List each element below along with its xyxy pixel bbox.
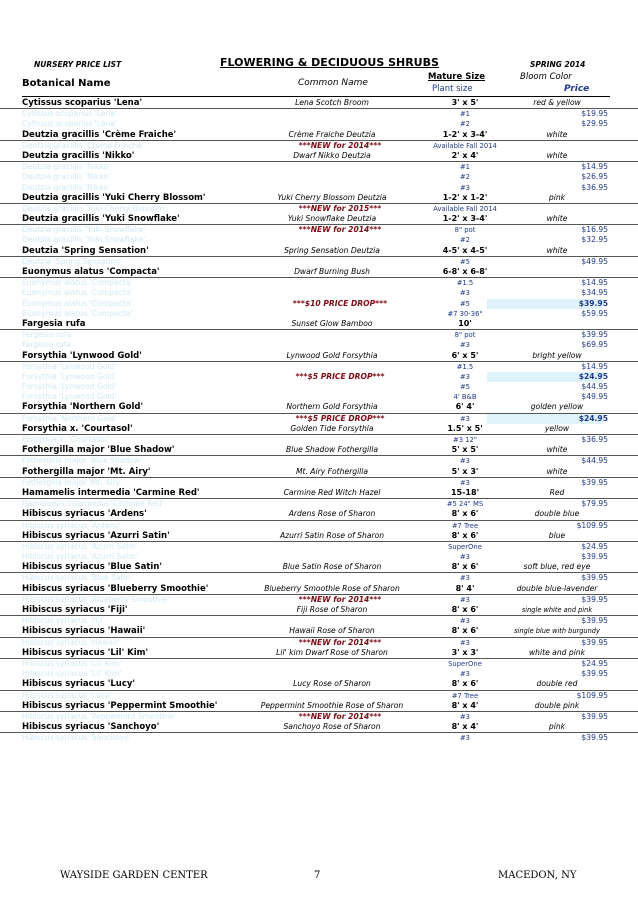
size-row: Fothergilla major 'Mt. Airy' #3 $39.95 bbox=[22, 477, 608, 487]
botanical-name: Deutzia gracillis 'Yuki Cherry Blossom' bbox=[22, 192, 206, 203]
col-mature-header: Mature Size bbox=[428, 72, 485, 82]
botanical-name: Fothergilla major 'Blue Shadow' bbox=[22, 456, 143, 466]
botanical-name: Forsythia 'Lynwood Gold' bbox=[22, 382, 117, 392]
price: $49.95 bbox=[581, 392, 608, 402]
price: $79.95 bbox=[581, 499, 608, 509]
size-row: Euonymus alatus 'Compacta' #3 $34.95 bbox=[22, 288, 608, 298]
botanical-name: Hibiscus syriacus 'Lil' Kim' bbox=[22, 669, 122, 679]
col-bloom-header: Bloom Color bbox=[520, 72, 572, 82]
plant-row: Fothergilla major 'Mt. Airy' Mt. Airy Fothergilla 5' x 3' white bbox=[0, 467, 638, 478]
size-row: Deutzia gracillis 'Crème Fraiche' ***NEW for 2014*** Available Fall 2014 bbox=[22, 140, 497, 150]
botanical-name: Fothergilla major 'Blue Shadow' bbox=[22, 445, 175, 456]
plant-row: Hibiscus syriacus 'Blueberry Smoothie' Blueberry Smoothie Rose of Sharon 8' 4' double blue-lavender bbox=[0, 584, 638, 595]
size-row: Hibiscus syriacus 'Azurri Satin' SuperOne $24.95 bbox=[22, 541, 608, 551]
price: $69.95 bbox=[581, 340, 608, 350]
botanical-name: Fothergilla major 'Mt. Airy' bbox=[22, 466, 151, 477]
size-row: Hibiscus syriacus 'Peppermint Smoothie' ***NEW for 2014*** #3 $39.95 bbox=[22, 711, 608, 721]
size-row: Euonymus alatus 'Compacta' #1.5 $14.95 bbox=[22, 278, 608, 288]
plant-row: Hibiscus syriacus 'Sanchoyo' Sanchoyo Rose of Sharon 8' x 4' pink bbox=[0, 722, 638, 733]
plant-row: Hibiscus syriacus 'Hawaii' Hawaii Rose of Sharon 8' x 6' single blue with burgundy bbox=[0, 626, 638, 637]
plant-row: Fothergilla major 'Blue Shadow' Blue Shadow Fothergilla 5' x 5' white bbox=[0, 445, 638, 456]
size-row: Hibiscus syriacus 'Hawaii' ***NEW for 2014*** #3 $39.95 bbox=[22, 637, 608, 647]
plant-row: Fargesia rufa Sunset Glow Bamboo 10' bbox=[0, 319, 638, 330]
price: $39.95 bbox=[581, 594, 608, 604]
price: $39.95 bbox=[581, 616, 608, 626]
price: $26.95 bbox=[581, 172, 608, 182]
size-row: Hibiscus syriacus 'Sanchoyo' #3 $39.95 bbox=[22, 733, 608, 743]
botanical-name: Hibiscus syriacus 'Hawaii' bbox=[22, 637, 120, 647]
botanical-name: Deutzia gracillis 'Yuki Snowflake' bbox=[22, 235, 146, 245]
botanical-name: Hibiscus syriacus 'Lucy' bbox=[22, 679, 135, 690]
botanical-name: Forsythia 'Northern Gold' bbox=[22, 413, 118, 423]
plant-row: Forsythia 'Northern Gold' Northern Gold Forsythia 6' 4' golden yellow bbox=[0, 402, 638, 413]
price: $39.95 bbox=[581, 733, 608, 743]
footer-page-number: 7 bbox=[314, 870, 321, 881]
price: $24.95 bbox=[578, 413, 608, 423]
botanical-name: Hamamelis intermedia 'Carmine Red' bbox=[22, 487, 200, 498]
price: $49.95 bbox=[581, 256, 608, 266]
botanical-name: Hibiscus syriacus 'Sanchoyo' bbox=[22, 722, 160, 733]
plant-row: Hibiscus syriacus 'Lil' Kim' Lil' kim Dwarf Rose of Sharon 3' x 3' white and pink bbox=[0, 648, 638, 659]
price: $14.95 bbox=[581, 162, 608, 172]
plant-row: Forsythia x. 'Courtasol' Golden Tide Forsythia 1.5' x 5' yellow bbox=[0, 424, 638, 435]
price: $19.95 bbox=[581, 109, 608, 119]
botanical-name: Cytissus scoparius 'Lena' bbox=[22, 109, 118, 119]
botanical-name: Hibiscus syriacus 'Blueberry Smoothie' bbox=[22, 583, 209, 594]
price: $39.95 bbox=[581, 711, 608, 721]
botanical-name: Cytissus scoparius 'Lena' bbox=[22, 98, 143, 108]
size-row: Hibiscus syriacus 'Fiji' #3 $39.95 bbox=[22, 616, 608, 626]
price: $39.95 bbox=[581, 477, 608, 487]
botanical-name: Forsythia 'Northern Gold' bbox=[22, 402, 144, 413]
plant-row: Hamamelis intermedia 'Carmine Red' Carmine Red Witch Hazel 15-18' Red bbox=[0, 488, 638, 499]
botanical-name: Fothergilla major 'Mt. Airy' bbox=[22, 477, 123, 487]
botanical-name: Hibiscus syriacus 'Azurri Satin' bbox=[22, 552, 138, 562]
plant-row: Hibiscus syriacus 'Ardens' Ardens Rose of Sharon 8' x 6' double blue bbox=[0, 509, 638, 520]
botanical-name: Forsythia x. 'Courtasol' bbox=[22, 435, 110, 444]
size-row: Hibiscus syriacus 'Lil' Kim' #3 $39.95 bbox=[22, 669, 608, 679]
plant-row: Hibiscus syriacus 'Azurri Satin' Azurri Satin Rose of Sharon 8' x 6' blue bbox=[0, 531, 638, 542]
page-header bbox=[0, 56, 638, 96]
botanical-name: Deutzia 'Spring Sensation' bbox=[22, 245, 149, 256]
botanical-name: Euonymus alatus 'Compacta' bbox=[22, 278, 133, 288]
price: $39.95 bbox=[581, 552, 608, 562]
price: $14.95 bbox=[581, 361, 608, 371]
price: $59.95 bbox=[581, 308, 608, 318]
plant-row: Hibiscus syriacus 'Fiji' Fiji Rose of Sharon 8' x 6' single white and pink bbox=[0, 605, 638, 616]
botanical-name: Hibiscus syriacus 'Fiji' bbox=[22, 605, 128, 615]
botanical-name: Forsythia 'Lynwood Gold' bbox=[22, 361, 117, 371]
plant-row: Deutzia gracillis 'Yuki Snowflake' Yuki Snowflake Deutzia 1-2' x 3-4' white bbox=[0, 214, 638, 225]
botanical-name: Fargesia rufa bbox=[22, 318, 86, 329]
botanical-name: Fargesia rufa bbox=[22, 330, 72, 340]
plant-row: Deutzia gracillis 'Yuki Cherry Blossom' Yuki Cherry Blossom Deutzia 1-2' x 1-2' pink bbox=[0, 193, 638, 204]
botanical-name: Hibiscus syriacus 'Azurri Satin' bbox=[22, 530, 170, 541]
botanical-name: Hibiscus syriacus 'Peppermint Smoothie' bbox=[22, 711, 177, 721]
size-row: Cytissus scoparius 'Lena' #2 $29.95 bbox=[22, 119, 608, 129]
price: $24.95 bbox=[581, 541, 608, 551]
size-row: Deutzia gracillis 'Yuki Snowflake' ***NEW for 2014*** 8" pot $16.95 bbox=[22, 225, 608, 235]
botanical-name: Deutzia gracillis 'Yuki Cherry Blossom' bbox=[22, 203, 167, 213]
price: $44.95 bbox=[581, 382, 608, 392]
botanical-name: Hibiscus syriacus 'Ardens' bbox=[22, 509, 147, 520]
size-row: Euonymus alatus 'Compacta' #7 30-36" $59.95 bbox=[22, 308, 608, 318]
price: $34.95 bbox=[581, 288, 608, 298]
price: $36.95 bbox=[581, 435, 608, 444]
botanical-name: Deutzia gracillis 'Nikko' bbox=[22, 162, 111, 172]
price: $16.95 bbox=[581, 225, 608, 235]
plant-row: Hibiscus syriacus 'Peppermint Smoothie' Peppermint Smoothie Rose of Sharon 8' x 4' double pink bbox=[0, 701, 638, 712]
plant-row: Deutzia 'Spring Sensation' Spring Sensation Deutzia 4-5' x 4-5' white bbox=[0, 246, 638, 257]
botanical-name: Hibiscus syriacus 'Peppermint Smoothie' bbox=[22, 700, 218, 711]
size-row: Fothergilla major 'Blue Shadow' #3 $44.95 bbox=[22, 456, 608, 466]
botanical-name: Forsythia 'Lynwood Gold' bbox=[22, 350, 142, 361]
plant-row: Euonymus alatus 'Compacta' Dwarf Burning Bush 6-8' x 6-8' bbox=[0, 267, 638, 278]
size-row: Deutzia gracillis 'Yuki Snowflake' #2 $32.95 bbox=[22, 235, 608, 245]
footer-company: WAYSIDE GARDEN CENTER bbox=[60, 870, 208, 881]
botanical-name: Euonymus alatus 'Compacta' bbox=[22, 298, 133, 308]
size-row: Forsythia 'Lynwood Gold' #5 $44.95 bbox=[22, 382, 608, 392]
botanical-name: Deutzia gracillis 'Nikko' bbox=[22, 150, 135, 161]
botanical-name: Hibiscus syriacus 'Blue Satin' bbox=[22, 573, 133, 583]
size-row: Forsythia 'Lynwood Gold' #1.5 $14.95 bbox=[22, 361, 608, 371]
price: $29.95 bbox=[581, 119, 608, 129]
size-row: Forsythia 'Northern Gold' ***$5 PRICE DROP*** #3 $24.95 bbox=[22, 413, 608, 423]
price: $39.95 bbox=[581, 637, 608, 647]
plant-row: Deutzia gracillis 'Nikko' Dwarf Nikko Deutzia 2' x 4' white bbox=[0, 151, 638, 162]
botanical-name: Deutzia gracillis 'Crème Fraiche' bbox=[22, 140, 144, 150]
header-left: NURSERY PRICE LIST bbox=[34, 60, 122, 69]
botanical-name: Hibiscus syriacus 'Azurri Satin' bbox=[22, 541, 138, 551]
botanical-name: Deutzia gracillis 'Yuki Snowflake' bbox=[22, 225, 146, 235]
botanical-name: Deutzia gracillis 'Nikko' bbox=[22, 182, 111, 192]
size-row: Euonymus alatus 'Compacta' ***$10 PRICE DROP*** #5 $39.95 bbox=[22, 298, 608, 308]
botanical-name: Deutzia gracillis 'Crème Fraiche' bbox=[22, 129, 177, 140]
botanical-name: Hibiscus syriacus 'Blueberry Smoothie' bbox=[22, 594, 170, 604]
footer-location: MACEDON, NY bbox=[498, 870, 577, 881]
price: $44.95 bbox=[581, 456, 608, 466]
col-botanical-header: Botanical Name bbox=[22, 78, 111, 89]
size-row: Forsythia x. 'Courtasol' #3 12" $36.95 bbox=[22, 435, 608, 444]
botanical-name: Forsythia x. 'Courtasol' bbox=[22, 423, 133, 434]
botanical-name: Forsythia 'Lynwood Gold' bbox=[22, 371, 117, 381]
page-title: FLOWERING & DECIDUOUS SHRUBS bbox=[220, 56, 439, 69]
botanical-name: Euonymus alatus 'Compacta' bbox=[22, 288, 133, 298]
botanical-name: Fargesia rufa bbox=[22, 340, 72, 350]
botanical-name: Deutzia gracillis 'Nikko' bbox=[22, 172, 111, 182]
price: $109.95 bbox=[576, 520, 608, 530]
botanical-name: Hibiscus syriacus 'Hawaii' bbox=[22, 626, 146, 637]
size-row: Deutzia 'Spring Sensation' #5 $49.95 bbox=[22, 256, 608, 266]
plant-row: Forsythia 'Lynwood Gold' Lynwood Gold Forsythia 6' x 5' bright yellow bbox=[0, 351, 638, 362]
size-row: Fargesia rufa 8" pot $39.95 bbox=[22, 330, 608, 340]
size-row: Hibiscus syriacus 'Blue Satin' #3 $39.95 bbox=[22, 573, 608, 583]
size-row: Deutzia gracillis 'Nikko' #3 $36.95 bbox=[22, 182, 608, 192]
size-row: Cytissus scoparius 'Lena' #1 $19.95 bbox=[22, 109, 608, 119]
size-row: Hibiscus syriacus 'Blueberry Smoothie' ***NEW for 2014*** #3 $39.95 bbox=[22, 594, 608, 604]
botanical-name: Cytissus scoparius 'Lena' bbox=[22, 119, 118, 129]
botanical-name: Forsythia 'Lynwood Gold' bbox=[22, 392, 117, 402]
price: $14.95 bbox=[581, 278, 608, 288]
botanical-name: Hibiscus syriacus 'Lil' Kim' bbox=[22, 647, 149, 658]
botanical-name: Euonymus alatus 'Compacta' bbox=[22, 308, 133, 318]
botanical-name: Hibiscus syriacus 'Sanchoyo' bbox=[22, 733, 131, 743]
botanical-name: Hibiscus syriacus 'Lucy' bbox=[22, 690, 112, 700]
size-row: Forsythia 'Lynwood Gold' 4' B&B $49.95 bbox=[22, 392, 608, 402]
botanical-name: Deutzia gracillis 'Yuki Snowflake' bbox=[22, 214, 180, 225]
plant-row: Cytissus scoparius 'Lena' Lena Scotch Broom 3' x 5' red & yellow bbox=[0, 98, 638, 109]
size-row: Hamamelis intermedia 'Carmine Red' #5 24" MS $79.95 bbox=[22, 499, 608, 509]
botanical-name: Euonymus alatus 'Compacta' bbox=[22, 267, 160, 277]
size-row: Fargesia rufa #3 $69.95 bbox=[22, 340, 608, 350]
header-right: SPRING 2014 bbox=[530, 60, 586, 69]
price: $39.95 bbox=[581, 669, 608, 679]
plant-row: Hibiscus syriacus 'Lucy' Lucy Rose of Sharon 8' x 6' double red bbox=[0, 679, 638, 690]
col-common-header: Common Name bbox=[298, 78, 368, 88]
price: $24.95 bbox=[578, 371, 608, 381]
botanical-name: Hibiscus syriacus 'Ardens' bbox=[22, 520, 121, 530]
size-row: Deutzia gracillis 'Nikko' #2 $26.95 bbox=[22, 172, 608, 182]
col-price-header: Price bbox=[564, 84, 590, 94]
price-list bbox=[0, 98, 638, 743]
size-row: Hibiscus syriacus 'Lil' Kim' SuperOne $24.95 bbox=[22, 658, 608, 668]
size-row: Hibiscus syriacus 'Azurri Satin' #3 $39.95 bbox=[22, 552, 608, 562]
price: $39.95 bbox=[578, 298, 608, 308]
header-divider bbox=[22, 96, 610, 97]
botanical-name: Hibiscus syriacus 'Lil' Kim' bbox=[22, 658, 122, 668]
plant-row: Hibiscus syriacus 'Blue Satin' Blue Satin Rose of Sharon 8' x 6' soft blue, red eye bbox=[0, 562, 638, 573]
botanical-name: Deutzia 'Spring Sensation' bbox=[22, 256, 123, 266]
botanical-name: Hamamelis intermedia 'Carmine Red' bbox=[22, 499, 164, 509]
botanical-name: Hibiscus syriacus 'Blue Satin' bbox=[22, 562, 163, 573]
size-row: Forsythia 'Lynwood Gold' ***$5 PRICE DROP*** #3 $24.95 bbox=[22, 371, 608, 381]
price: $36.95 bbox=[581, 182, 608, 192]
size-row: Hibiscus syriacus 'Ardens' #7 Tree $109.95 bbox=[22, 520, 608, 530]
col-plant-size-header: Plant size bbox=[432, 84, 473, 94]
plant-row: Deutzia gracillis 'Crème Fraiche' Crème Fraiche Deutzia 1-2' x 3-4' white bbox=[0, 130, 638, 141]
size-row: Hibiscus syriacus 'Lucy' #7 Tree $109.95 bbox=[22, 690, 608, 700]
price: $39.95 bbox=[581, 573, 608, 583]
price: $32.95 bbox=[581, 235, 608, 245]
price: $39.95 bbox=[581, 330, 608, 340]
botanical-name: Hibiscus syriacus 'Fiji' bbox=[22, 616, 105, 626]
size-row: Deutzia gracillis 'Nikko' #1 $14.95 bbox=[22, 162, 608, 172]
price: $109.95 bbox=[576, 690, 608, 700]
size-row: Deutzia gracillis 'Yuki Cherry Blossom' ***NEW for 2015*** Available Fall 2014 bbox=[22, 203, 497, 213]
price: $24.95 bbox=[581, 658, 608, 668]
